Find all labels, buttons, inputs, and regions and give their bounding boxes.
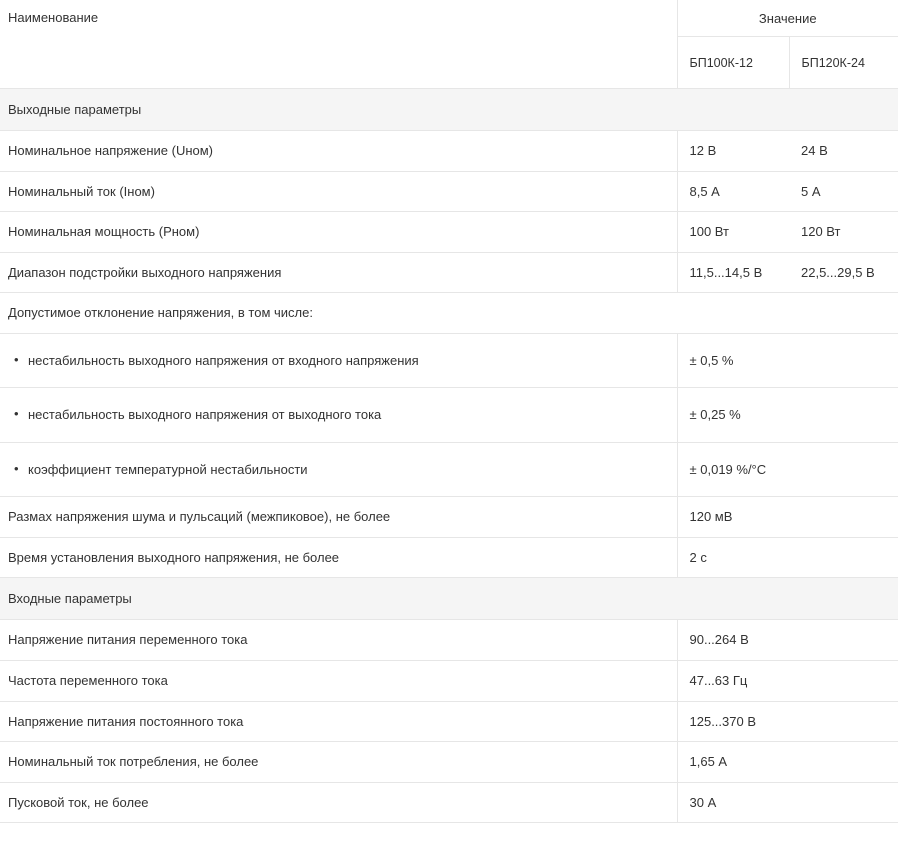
table-row	[0, 212, 898, 253]
row-value-model-1: 100 Вт	[677, 212, 789, 253]
row-label: Номинальная мощность (Рном)	[0, 212, 677, 253]
row-value-model-2: 5 А	[789, 171, 898, 212]
row-value-merged: 90...264 В	[677, 620, 898, 661]
table-row	[0, 333, 898, 388]
row-label: Номинальный ток потребления, не более	[0, 742, 677, 783]
row-label	[0, 388, 677, 443]
row-label: Номинальное напряжение (Uном)	[0, 131, 677, 172]
row-value-model-2: 120 Вт	[789, 212, 898, 253]
table-header	[0, 0, 898, 89]
row-value-merged: 1,65 А	[677, 742, 898, 783]
table-row	[0, 252, 898, 293]
row-value-merged: 2 с	[677, 537, 898, 578]
row-label: Диапазон подстройки выходного напряжения	[0, 252, 677, 293]
table-row	[0, 782, 898, 823]
row-label: Номинальный ток (Iном)	[0, 171, 677, 212]
row-value-model-2: 22,5...29,5 В	[789, 252, 898, 293]
row-value-model-2: 24 В	[789, 131, 898, 172]
header-model-2: БП120К-24	[789, 37, 898, 89]
row-label: Пусковой ток, не более	[0, 782, 677, 823]
row-label: Напряжение питания постоянного тока	[0, 701, 677, 742]
row-value-model-1: 12 В	[677, 131, 789, 172]
row-value-merged: ± 0,5 %	[677, 333, 898, 388]
table-row	[0, 497, 898, 538]
row-label-deviation: Допустимое отклонение напряжения, в том числе:	[0, 293, 898, 334]
row-value-merged: 125...370 В	[677, 701, 898, 742]
row-value-model-1: 11,5...14,5 В	[677, 252, 789, 293]
table-row	[0, 742, 898, 783]
section-header-row	[0, 578, 898, 620]
table-subheading-row	[0, 293, 898, 334]
section-title-input: Входные параметры	[0, 578, 898, 620]
row-value-merged: 47...63 Гц	[677, 661, 898, 702]
row-label: Напряжение питания переменного тока	[0, 620, 677, 661]
row-value-model-1: 8,5 А	[677, 171, 789, 212]
row-label: Время установления выходного напряжения, не более	[0, 537, 677, 578]
bullet-text: • нестабильность выходного напряжения от входного напряжения	[14, 352, 667, 370]
table-row	[0, 388, 898, 443]
row-label	[0, 442, 677, 497]
table-body	[0, 89, 898, 823]
header-name-column: Наименование	[0, 0, 677, 89]
bullet-text: • коэффициент температурной нестабильности	[14, 461, 667, 479]
bullet-text: • нестабильность выходного напряжения от выходного тока	[14, 406, 667, 424]
header-row-top	[0, 0, 898, 37]
row-label: Частота переменного тока	[0, 661, 677, 702]
section-header-row	[0, 89, 898, 131]
table-row	[0, 131, 898, 172]
section-title-output: Выходные параметры	[0, 89, 898, 131]
header-model-1: БП100К-12	[677, 37, 789, 89]
row-label: Размах напряжения шума и пульсаций (межпиковое), не более	[0, 497, 677, 538]
header-value-column: Значение	[677, 0, 898, 37]
row-value-merged: 120 мВ	[677, 497, 898, 538]
row-value-merged: 30 А	[677, 782, 898, 823]
row-value-merged: ± 0,019 %/°C	[677, 442, 898, 497]
table-row	[0, 661, 898, 702]
row-value-merged: ± 0,25 %	[677, 388, 898, 443]
row-label	[0, 333, 677, 388]
table-row	[0, 701, 898, 742]
table-row	[0, 442, 898, 497]
table-row	[0, 537, 898, 578]
table-row	[0, 171, 898, 212]
table-row	[0, 620, 898, 661]
